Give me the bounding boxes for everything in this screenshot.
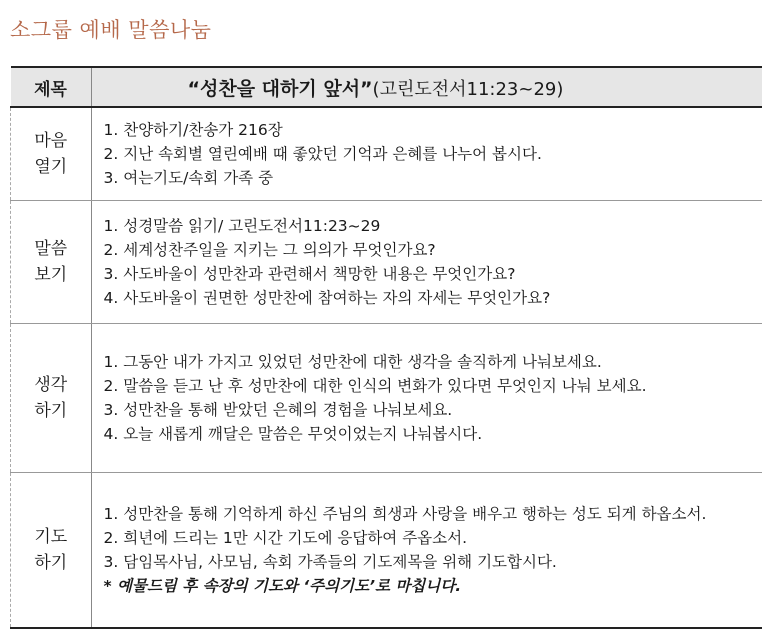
section-label-line2: 보기 [34,265,68,285]
section-content [91,473,762,629]
section-row-prayer [11,473,763,629]
sermon-title [91,67,762,107]
section-label [11,107,92,201]
section-row-opening [11,107,763,201]
section-row-reflect [11,324,763,473]
discussion-table [10,66,762,629]
list-item: 3. 사도바울이 성만찬과 관련해서 책망한 내용은 무엇인가요? [103,265,516,283]
list-item: 2. 희년에 드리는 1만 시간 기도에 응답하여 주옵소서. [103,529,468,547]
section-label [11,473,92,629]
label-column-header: 제목 [11,67,92,107]
list-item: 4. 오늘 새롭게 깨달은 말씀은 무엇이었는지 나눠봅시다. [103,425,483,443]
section-label-line2: 하기 [34,553,68,573]
list-item: 2. 지난 속회별 열린예배 때 좋았던 기억과 은혜를 나누어 봅시다. [103,145,542,163]
list-item: 3. 담임목사님, 사모님, 속회 가족들의 기도제목을 위해 기도합시다. [103,553,557,571]
list-item: 3. 여는기도/속회 가족 중 [103,169,274,187]
page-title: 소그룹 예배 말씀나눔 [10,18,212,42]
section-row-word [11,201,763,324]
sermon-title-text: “성찬을 대하기 앞서” [187,77,373,100]
list-item: 1. 성경말씀 읽기/ 고린도전서11:23~29 [103,217,381,235]
section-label-line1: 마음 [34,131,68,151]
list-item: 4. 사도바울이 권면한 성만찬에 참여하는 자의 자세는 무엇인가요? [103,289,551,307]
closing-note: * 예물드림 후 속장의 기도와 ‘주의기도’로 마칩니다. [103,577,462,595]
section-content [91,201,762,324]
list-item: 1. 그동안 내가 가지고 있었던 성만찬에 대한 생각을 솔직하게 나눠보세요. [103,353,602,371]
list-item: 3. 성만찬을 통해 받았던 은혜의 경험을 나눠보세요. [103,401,453,419]
list-item: 2. 세계성찬주일을 지키는 그 의의가 무엇인가요? [103,241,436,259]
section-label-line1: 기도 [34,527,68,547]
section-label [11,201,92,324]
list-item: 2. 말씀을 듣고 난 후 성만찬에 대한 인식의 변화가 있다면 무엇인지 나눠 보세요. [103,377,647,395]
table-header-row [11,67,763,107]
section-label-line1: 생각 [34,375,68,395]
section-content [91,324,762,473]
section-label-line1: 말씀 [34,239,68,259]
section-label-line2: 열기 [34,157,68,177]
section-label-line2: 하기 [34,401,68,421]
scripture-reference: (고린도전서11:23~29) [372,78,564,100]
list-item: 1. 성만찬을 통해 기억하게 하신 주님의 희생과 사랑을 배우고 행하는 성도 되게 하옵소서. [103,505,707,523]
section-label [11,324,92,473]
list-item: 1. 찬양하기/찬송가 216장 [103,121,283,139]
section-content [91,107,762,201]
